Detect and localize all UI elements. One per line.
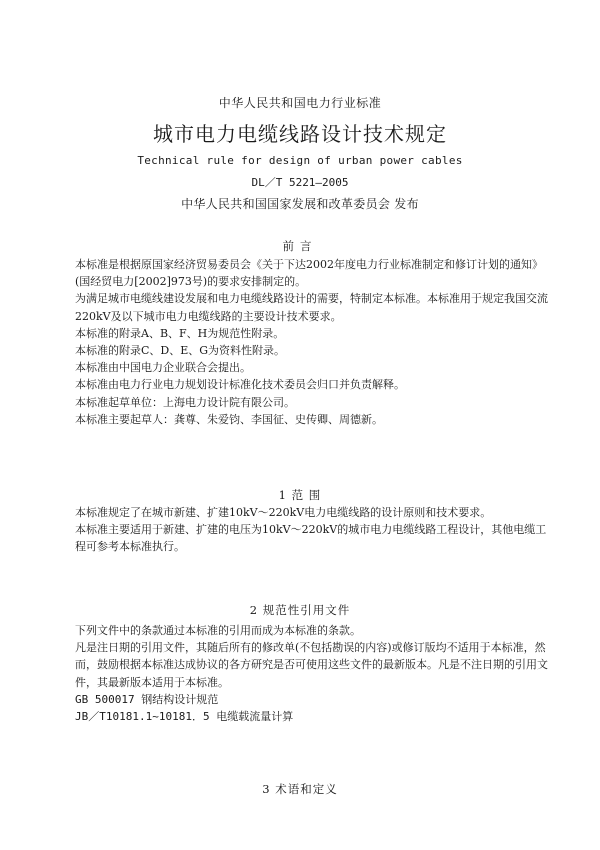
preface-paragraph: 本标准由电力行业电力规划设计标准化技术委员会归口并负责解释。 <box>75 378 405 392</box>
scope-body <box>75 504 550 556</box>
document-title-english: Technical rule for design of urban power cables <box>137 154 463 167</box>
preface-paragraph: 本标准是根据原国家经济贸易委员会《关于下达2002年度电力行业标准制定和修订计划的通知》(国经贸电力[2002]973号)的要求安排制定的。 <box>75 258 543 289</box>
normative-references-body <box>75 622 550 725</box>
document-title: 城市电力电缆线路设计技术规定 <box>153 122 447 146</box>
references-paragraph: 下列文件中的条款通过本标准的引用而成为本标准的条款。 <box>75 624 361 637</box>
section-heading-normative-references: 2 规范性引用文件 <box>249 603 351 617</box>
industry-standard-label: 中华人民共和国电力行业标准 <box>218 96 382 110</box>
publisher-line: 中华人民共和国国家发展和改革委员会 发布 <box>181 197 419 211</box>
preface-paragraph: 本标准的附录A、B、F、H为规范性附录。 <box>75 326 285 340</box>
preface-paragraph: 本标准主要起草人：龚尊、朱爱钧、李国征、史传卿、周德新。 <box>75 412 383 426</box>
section-heading-terms-definitions: 3 术语和定义 <box>262 782 338 796</box>
section-heading-scope: 1 范 围 <box>278 488 322 502</box>
preface-paragraph: 本标准的附录C、D、E、G为资料性附录。 <box>75 344 286 358</box>
reference-item: GB 500017 钢结构设计规范 <box>75 692 219 706</box>
preface-heading: 前言 <box>282 239 318 253</box>
references-paragraph: 凡是注日期的引用文件，其随后所有的修改单(不包括勘误的内容)或修订版均不适用于本标准，然而，鼓励根据本标准达成协议的各方研究是否可使用这些文件的最新版本。凡是不注日期的引用文件，其最新版本适用于本标准。 <box>75 641 548 689</box>
preface-paragraph: 本标准起草单位：上海电力设计院有限公司。 <box>75 395 295 409</box>
preface-paragraph: 本标准由中国电力企业联合会提出。 <box>75 361 251 375</box>
reference-item: JB／T10181.1~10181．5 电缆载流量计算 <box>75 710 294 724</box>
standard-code: DL／T 5221—2005 <box>251 176 349 189</box>
preface-body <box>75 256 550 428</box>
scope-paragraph: 本标准主要适用于新建、扩建的电压为10kV～220kV的城市电力电缆线路工程设计，其他电缆工程可参考本标准执行。 <box>75 523 547 554</box>
scope-paragraph: 本标准规定了在城市新建、扩建10kV～220kV电力电缆线路的设计原则和技术要求。 <box>75 506 492 519</box>
preface-paragraph: 为满足城市电缆线建设发展和电力电缆线路设计的需要，特制定本标准。本标准用于规定我国交流220kV及以下城市电力电缆线路的主要设计技术要求。 <box>75 292 548 323</box>
